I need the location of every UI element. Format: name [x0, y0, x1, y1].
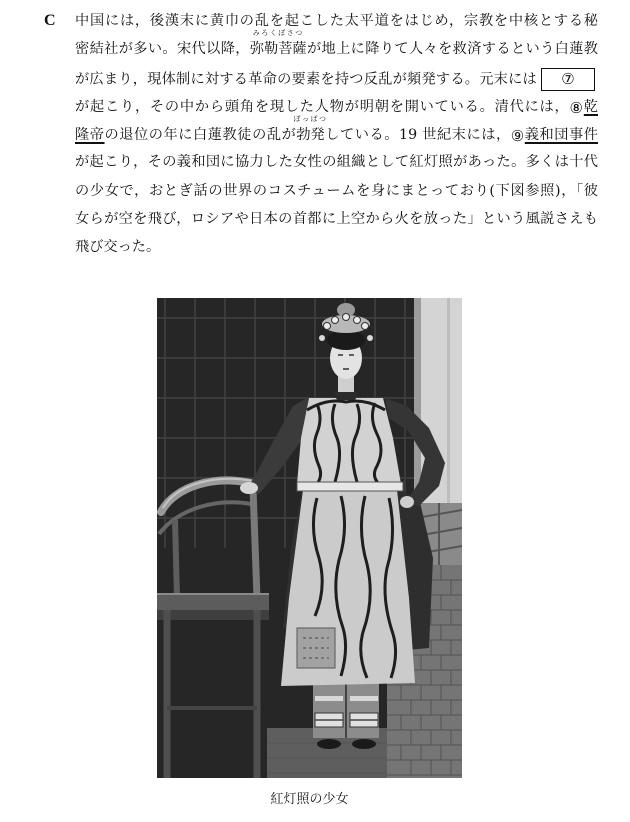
shoes: [317, 739, 341, 749]
ruby-boppatsu: [293, 115, 328, 145]
question-marker-8: ⑧: [569, 99, 584, 117]
text-line-4: [75, 96, 598, 116]
line-5-middle: している。19 世紀末には，: [324, 127, 511, 143]
right-hand: [400, 496, 414, 508]
line-4-text: が起こり，その中から頭角を現した人物が明朝を開いている。清代には，: [75, 99, 570, 115]
ruby-miroku-bosatsu: [249, 29, 307, 59]
text-line-1: 中国には，後漢末に黄巾の乱を起こした太平道をはじめ，宗教を中核とする秘: [75, 13, 598, 29]
tunic: [297, 398, 401, 484]
ruby-base: 勃発: [296, 127, 325, 143]
figure-caption: 紅灯照の少女: [270, 792, 349, 807]
collar: [333, 392, 359, 400]
left-hand: [240, 482, 258, 494]
text-line-6: が起こり，その義和団に協力した女性の組織として紅灯照があった。多くは十代: [75, 154, 598, 170]
text-line-5: [75, 115, 598, 145]
underlined-term-qianlong-start: 乾: [583, 99, 598, 115]
answer-blank-7: ⑦: [541, 68, 595, 91]
text-line-7: の少女で，おとぎ話の世界のコスチュームを身にまとっており(下図参照)，「彼: [75, 183, 598, 199]
underlined-term-qianlong-end: 隆帝: [75, 127, 105, 143]
sash-belt: [297, 482, 403, 491]
line-2-start: 密結社が多い。宋代以降，: [75, 41, 250, 57]
text-line-2: [75, 29, 598, 59]
ruby-reading: みろくぼさつ: [252, 29, 304, 37]
figure-photograph: [157, 298, 462, 778]
line-3-text: が広まり，現体制に対する革命の要素を持つ反乱が頻発する。元末には: [75, 71, 537, 88]
text-line-3: [75, 68, 595, 88]
ruby-reading: ぼっぱつ: [293, 115, 328, 123]
photo-drawing: [157, 298, 462, 778]
question-marker-9: ⑨: [510, 127, 525, 145]
section-label: C: [44, 12, 56, 29]
ruby-base: 弥勒菩薩: [249, 41, 307, 57]
text-line-9: 飛び交った。: [75, 239, 161, 255]
underlined-term-boxer-incident: 義和団事件: [524, 127, 598, 143]
text-line-8: 女らが空を飛び，ロシアや日本の首都に上空から火を放った」という風説さえも: [75, 211, 598, 227]
line-5-start: の退位の年に白蓮教徒の乱が: [104, 127, 297, 143]
line-2-end: が地上に降りて人々を救済するという白蓮教: [306, 41, 598, 57]
